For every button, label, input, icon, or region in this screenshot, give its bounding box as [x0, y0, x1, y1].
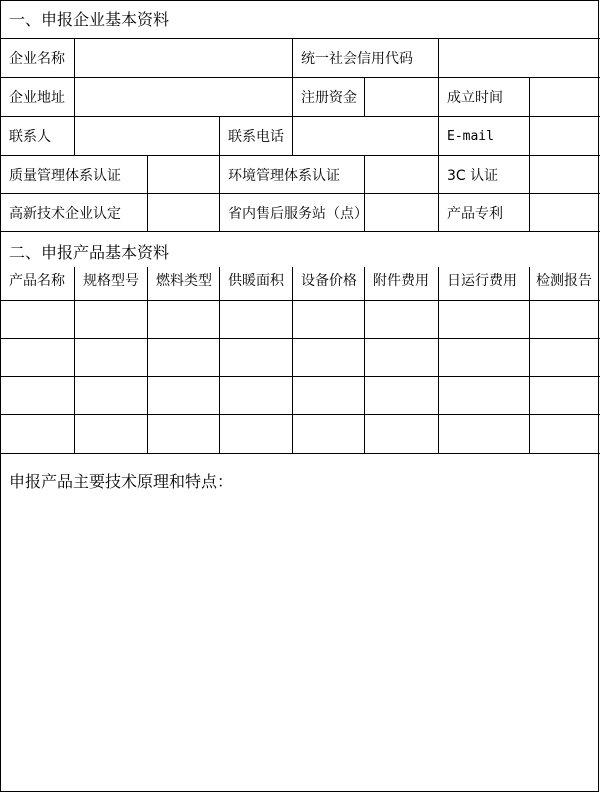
table-cell[interactable] [365, 415, 439, 453]
email-field[interactable] [530, 117, 600, 155]
col-header: 检测报告 [536, 273, 592, 289]
table-cell[interactable] [530, 301, 600, 338]
service-station-label: 省内售后服务站（点） [220, 194, 365, 231]
ccc-cert-label: 3C 认证 [439, 156, 530, 193]
col-header: 燃料类型 [148, 267, 220, 300]
credit-code-label: 统一社会信用代码 [293, 39, 439, 77]
email-label: E-mail [439, 117, 530, 155]
table-cell[interactable] [148, 339, 220, 376]
contact-field[interactable] [75, 117, 220, 155]
table-cell[interactable] [365, 377, 439, 414]
patent-field[interactable] [530, 194, 600, 231]
company-name-field[interactable] [75, 39, 293, 77]
section-2-title: 二、申报产品基本资料 [9, 243, 170, 262]
row-contact [1, 117, 600, 156]
table-cell[interactable] [365, 339, 439, 376]
table-cell[interactable] [439, 339, 530, 376]
table-cell[interactable] [1, 377, 75, 414]
contact-label: 联系人 [1, 117, 75, 155]
table-row [1, 339, 600, 377]
phone-label: 联系电话 [220, 117, 293, 155]
ccc-cert-field[interactable] [530, 156, 600, 193]
founded-label: 成立时间 [439, 78, 530, 116]
quality-cert-label: 质量管理体系认证 [1, 156, 148, 193]
table-cell[interactable] [1, 339, 75, 376]
capital-label: 注册资金 [293, 78, 365, 116]
table-cell[interactable] [75, 415, 148, 453]
company-name-label: 企业名称 [1, 39, 75, 77]
capital-field[interactable] [365, 78, 439, 116]
table-row [1, 377, 600, 415]
table-cell[interactable] [1, 415, 75, 453]
founded-field[interactable] [530, 78, 600, 116]
quality-cert-field[interactable] [148, 156, 220, 193]
hitech-label: 高新技术企业认定 [1, 194, 148, 231]
credit-code-field[interactable] [439, 39, 600, 77]
table-cell[interactable] [293, 301, 365, 338]
table-cell[interactable] [220, 415, 293, 453]
table-cell[interactable] [75, 377, 148, 414]
section-1-title: 一、申报企业基本资料 [1, 1, 600, 39]
col-header: 日运行费用 [439, 267, 530, 300]
table-cell[interactable] [530, 377, 600, 414]
hitech-field[interactable] [148, 194, 220, 231]
table-cell[interactable] [75, 301, 148, 338]
table-cell[interactable] [293, 415, 365, 453]
table-cell[interactable] [220, 301, 293, 338]
row-certifications [1, 156, 600, 194]
product-table-header [1, 267, 600, 301]
table-cell[interactable] [148, 301, 220, 338]
tech-description-area[interactable] [1, 454, 600, 792]
patent-label: 产品专利 [439, 194, 530, 231]
row-address [1, 78, 600, 117]
env-cert-label: 环境管理体系认证 [220, 156, 365, 193]
table-cell[interactable] [530, 339, 600, 376]
table-cell[interactable] [439, 415, 530, 453]
table-cell[interactable] [293, 339, 365, 376]
table-row [1, 415, 600, 454]
col-header: 附件费用 [365, 267, 439, 300]
row-hitech [1, 194, 600, 232]
env-cert-field[interactable] [365, 156, 439, 193]
table-cell[interactable] [1, 301, 75, 338]
table-row [1, 301, 600, 339]
col-header: 产品名称 [1, 267, 75, 300]
address-field[interactable] [75, 78, 293, 116]
table-cell[interactable] [148, 415, 220, 453]
table-cell[interactable] [220, 377, 293, 414]
row-company-name [1, 39, 600, 78]
col-header: 规格型号 [75, 267, 148, 300]
tech-description-label: 申报产品主要技术原理和特点： [9, 472, 234, 491]
table-cell[interactable] [293, 377, 365, 414]
table-cell[interactable] [75, 339, 148, 376]
table-cell[interactable] [439, 301, 530, 338]
phone-field[interactable] [293, 117, 439, 155]
table-cell[interactable] [220, 339, 293, 376]
table-cell[interactable] [365, 301, 439, 338]
col-header: 设备价格 [293, 267, 365, 300]
address-label: 企业地址 [1, 78, 75, 116]
table-cell[interactable] [530, 415, 600, 453]
table-cell[interactable] [439, 377, 530, 414]
col-header: 供暖面积 [220, 267, 293, 300]
table-cell[interactable] [148, 377, 220, 414]
service-station-field[interactable] [365, 194, 439, 231]
